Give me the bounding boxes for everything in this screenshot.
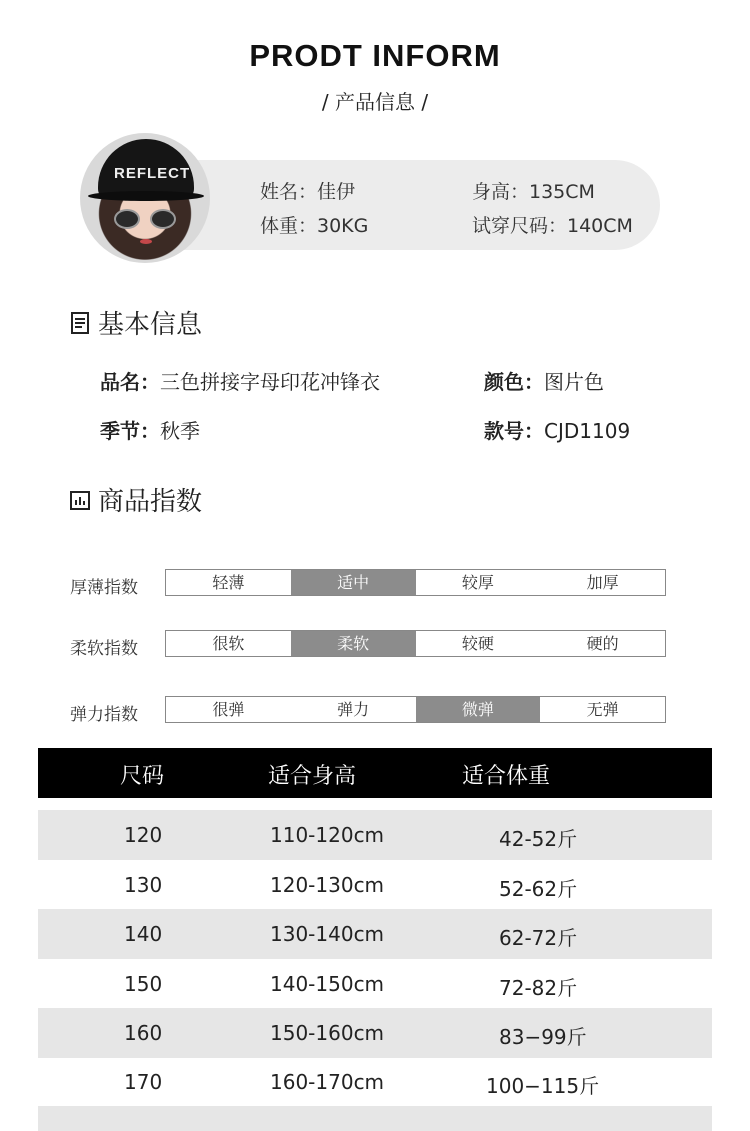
color-value: 图片色	[544, 370, 604, 394]
height-cell: 150-160cm	[270, 1021, 385, 1045]
page-title: PRODT INFORM	[249, 38, 501, 73]
size-cell: 150	[124, 972, 163, 996]
table-row	[38, 810, 712, 860]
index-option: 轻薄	[212, 573, 245, 592]
size-cell: 130	[124, 873, 163, 897]
index-option: 加厚	[586, 573, 619, 592]
sunglasses-left-lens	[114, 209, 140, 229]
softness-index-label: 柔软指数	[70, 639, 138, 659]
style-number-field	[484, 415, 630, 444]
weight-cell: 52-62斤	[499, 877, 578, 901]
index-heading-text: 商品指数	[98, 487, 203, 517]
height-cell: 130-140cm	[270, 922, 385, 946]
index-option: 较硬	[461, 634, 494, 653]
size-cell: 170	[124, 1070, 163, 1094]
avatar-lips	[140, 239, 152, 244]
color-field	[484, 366, 604, 395]
index-option: 很软	[212, 634, 245, 653]
style-number-label: 款号：	[484, 419, 544, 443]
softness-index-scale	[165, 630, 666, 657]
index-option-selected: 适中	[291, 570, 416, 595]
style-number-value: CJD1109	[544, 419, 631, 443]
index-heading	[70, 481, 202, 518]
weight-cell: 62-72斤	[499, 926, 578, 950]
weight-cell: 100−115斤	[486, 1074, 600, 1098]
avatar-cap-text: REFLECT	[114, 165, 191, 182]
thickness-index-scale	[165, 569, 666, 596]
height-cell: 110-120cm	[270, 823, 385, 847]
product-name-field	[100, 366, 380, 395]
weight-cell: 72-82斤	[499, 976, 578, 1000]
avatar-cap-brim	[88, 191, 204, 201]
basic-info-heading-text: 基本信息	[98, 310, 203, 340]
table-row	[38, 860, 712, 910]
size-cell: 140	[124, 922, 163, 946]
weight-cell: 83−99斤	[499, 1025, 587, 1049]
bar-chart-icon	[70, 489, 90, 511]
product-name-value: 三色拼接字母印花冲锋衣	[160, 370, 380, 394]
basic-info-heading	[70, 304, 202, 341]
model-try-size: 试穿尺码：140CM	[472, 215, 633, 237]
thickness-index-label: 厚薄指数	[70, 578, 138, 598]
height-cell: 140-150cm	[270, 972, 385, 996]
season-field	[100, 415, 200, 444]
height-column-header: 适合身高	[268, 764, 357, 789]
index-option: 硬的	[586, 634, 619, 653]
index-option: 弹力	[337, 700, 370, 719]
product-name-label: 品名：	[100, 370, 160, 394]
table-row	[38, 959, 712, 1009]
height-cell: 120-130cm	[270, 873, 385, 897]
sunglasses-right-lens	[150, 209, 176, 229]
season-value: 秋季	[160, 419, 200, 443]
model-avatar	[80, 133, 210, 263]
size-column-header: 尺码	[120, 764, 165, 789]
index-option: 较厚	[461, 573, 494, 592]
index-option: 无弹	[586, 700, 619, 719]
size-table-header	[38, 748, 712, 798]
table-row-partial	[38, 1106, 712, 1131]
elasticity-index-label: 弹力指数	[70, 705, 138, 725]
height-cell: 160-170cm	[270, 1070, 385, 1094]
model-height: 身高：135CM	[472, 181, 595, 203]
season-label: 季节：	[100, 419, 160, 443]
index-option: 很弹	[212, 700, 245, 719]
page-subtitle: / 产品信息 /	[321, 90, 429, 114]
model-name: 姓名：佳伊	[260, 181, 356, 203]
model-weight: 体重：30KG	[260, 215, 369, 237]
index-option-selected: 微弹	[416, 697, 541, 722]
weight-column-header: 适合体重	[462, 764, 551, 789]
size-cell: 120	[124, 823, 163, 847]
table-row	[38, 909, 712, 959]
table-row	[38, 1057, 712, 1107]
color-label: 颜色：	[484, 370, 544, 394]
table-row	[38, 1008, 712, 1058]
weight-cell: 42-52斤	[499, 827, 578, 851]
size-cell: 160	[124, 1021, 163, 1045]
document-icon	[70, 312, 90, 334]
index-option-selected: 柔软	[291, 631, 416, 656]
elasticity-index-scale	[165, 696, 666, 723]
